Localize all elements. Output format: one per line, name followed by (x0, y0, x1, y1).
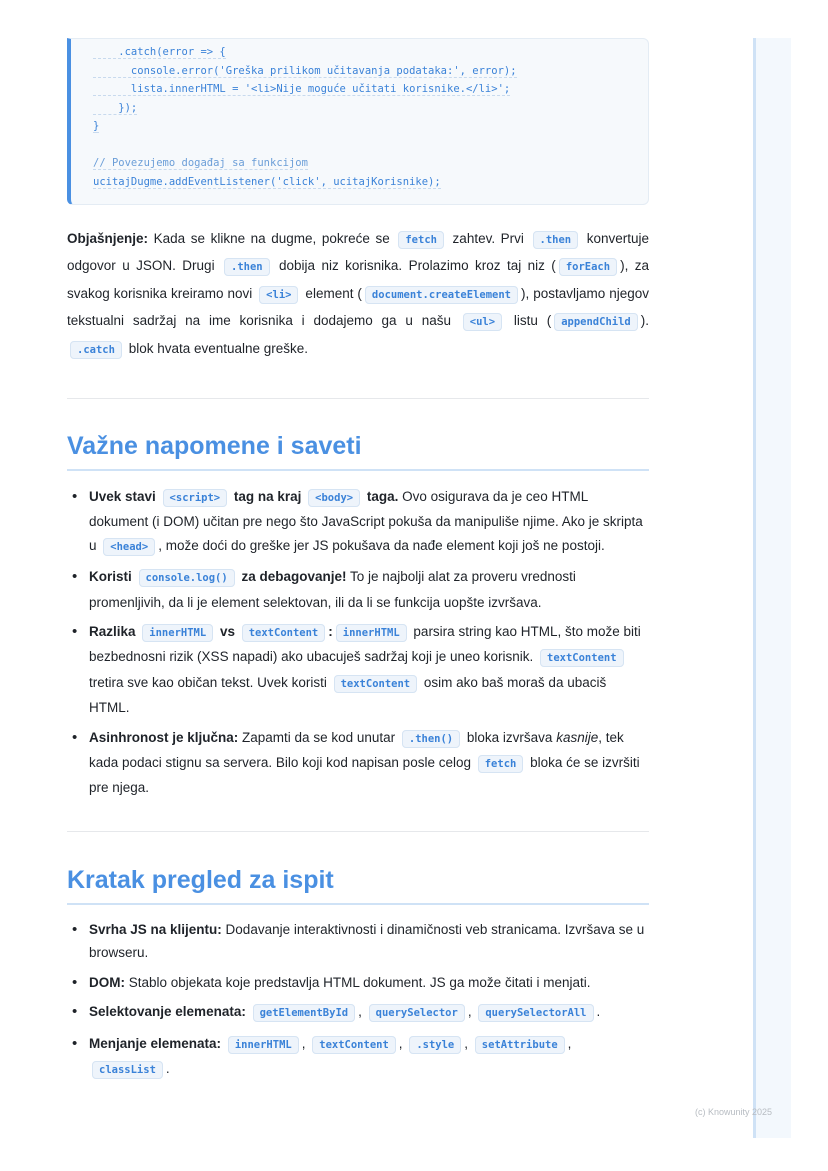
inline-code: textContent (540, 649, 624, 667)
section-heading: Kratak pregled za ispit (67, 866, 649, 905)
code-block (67, 38, 649, 205)
inline-code: .then() (402, 730, 460, 748)
inline-code: setAttribute (475, 1036, 565, 1054)
summary-list (67, 918, 649, 1088)
section-heading: Važne napomene i saveti (67, 432, 649, 471)
explanation-label: Objašnjenje: (67, 231, 149, 246)
code-line: lista.innerHTML = '<li>Nije moguće učitati korisnike.</li>'; (93, 83, 511, 95)
inline-code: innerHTML (228, 1036, 299, 1054)
inline-code: <body> (308, 489, 360, 507)
inline-code: innerHTML (142, 624, 213, 642)
list-item: • Koristi console.log() za debagovanje! To je najbolji alat za proveru vrednosti promenljivih, da li je element selektovan, ili da li se funkcija uopšte izvršava. (67, 565, 649, 614)
inline-code: classList (92, 1061, 163, 1079)
inline-code: .then (224, 258, 270, 276)
side-margin-strip (753, 38, 791, 1138)
inline-code: <head> (103, 538, 155, 556)
tips-list (67, 485, 649, 806)
code-line: console.error('Greška prilikom učitavanja podataka:', error); (93, 64, 517, 77)
inline-code: getElementById (253, 1004, 356, 1022)
inline-code: appendChild (554, 313, 638, 331)
inline-code: fetch (478, 755, 524, 773)
inline-code: .then (533, 231, 579, 249)
code-line: ucitajDugme.addEventListener('click', ucitajKorisnike); (93, 175, 441, 188)
list-item: • Uvek stavi <script> tag na kraj <body> taga. Ovo osigurava da je ceo HTML dokument (i DOM) učitan pre nego što JavaScript pokuša da manipuliše njime. Ako je skripta u <head> , može doći do greške jer JS pokušava da nađe element koji još ne postoji. (67, 485, 649, 559)
code-line: .catch(error => { (93, 46, 226, 58)
inline-code: textContent (334, 675, 418, 693)
copyright-footer: (c) Knowunity 2025 (695, 1107, 773, 1117)
inline-code: querySelector (369, 1004, 465, 1022)
inline-code: textContent (242, 624, 326, 642)
list-item: • Menjanje elemenata: innerHTML , textContent , .style , setAttribute , classList . (67, 1032, 649, 1083)
inline-code: document.createElement (365, 286, 518, 304)
list-item: • Asinhronost je ključna: Zapamti da se kod unutar .then() bloka izvršava kasnije, tek kada podaci stignu sa servera. Bilo koji kod napisan posle celog fetch bloka će se izvršiti pre njega. (67, 726, 649, 800)
inline-code: querySelectorAll (478, 1004, 593, 1022)
inline-code: <script> (163, 489, 228, 507)
code-comment: // Povezujemo događaj sa funkcijom (93, 157, 308, 169)
list-item: • Selektovanje elemenata: getElementById , querySelector , querySelectorAll . (67, 1000, 649, 1025)
divider (67, 398, 649, 399)
inline-code: <ul> (463, 313, 502, 331)
inline-code: console.log() (139, 569, 235, 587)
inline-code: .style (409, 1036, 461, 1054)
list-item: • Svrha JS na klijentu: Dodavanje interaktivnosti i dinamičnosti veb stranicama. Izvršava se u browseru. (67, 918, 649, 965)
code-line: }); (93, 101, 138, 114)
list-item: • DOM: Stablo objekata koje predstavlja HTML dokument. JS ga može čitati i menjati. (67, 971, 649, 994)
inline-code: <li> (259, 286, 298, 304)
inline-code: fetch (398, 231, 444, 249)
inline-code: textContent (312, 1036, 396, 1054)
list-item: • Razlika innerHTML vs textContent : innerHTML parsira string kao HTML, što može biti bezbednosni rizik (XSS napadi) ako ubacuješ sadržaj koji je uneo korisnik. textContent tretira sve kao običan tekst. Uvek koristi textContent osim ako baš moraš da ubaciš HTML. (67, 620, 649, 720)
inline-code: innerHTML (336, 624, 407, 642)
code-line-blank (93, 136, 648, 155)
inline-code: .catch (70, 341, 122, 359)
code-line: } (93, 120, 100, 132)
divider (67, 831, 649, 832)
inline-code: forEach (559, 258, 617, 276)
explanation-paragraph: Objašnjenje: Kada se klikne na dugme, pokreće se fetch zahtev. Prvi .then konvertuje odgovor u JSON. Drugi .then dobija niz korisnika. Prolazimo kroz taj niz ( forEach ), za svakog korisnika kreiramo novi <li> element ( document.createElement ), postavljamo njegov tekstualni sadržaj na ime korisnika i dodajemo ga u našu <ul> listu ( appendChild ). .catch blok hvata eventualne greške. (67, 226, 649, 363)
